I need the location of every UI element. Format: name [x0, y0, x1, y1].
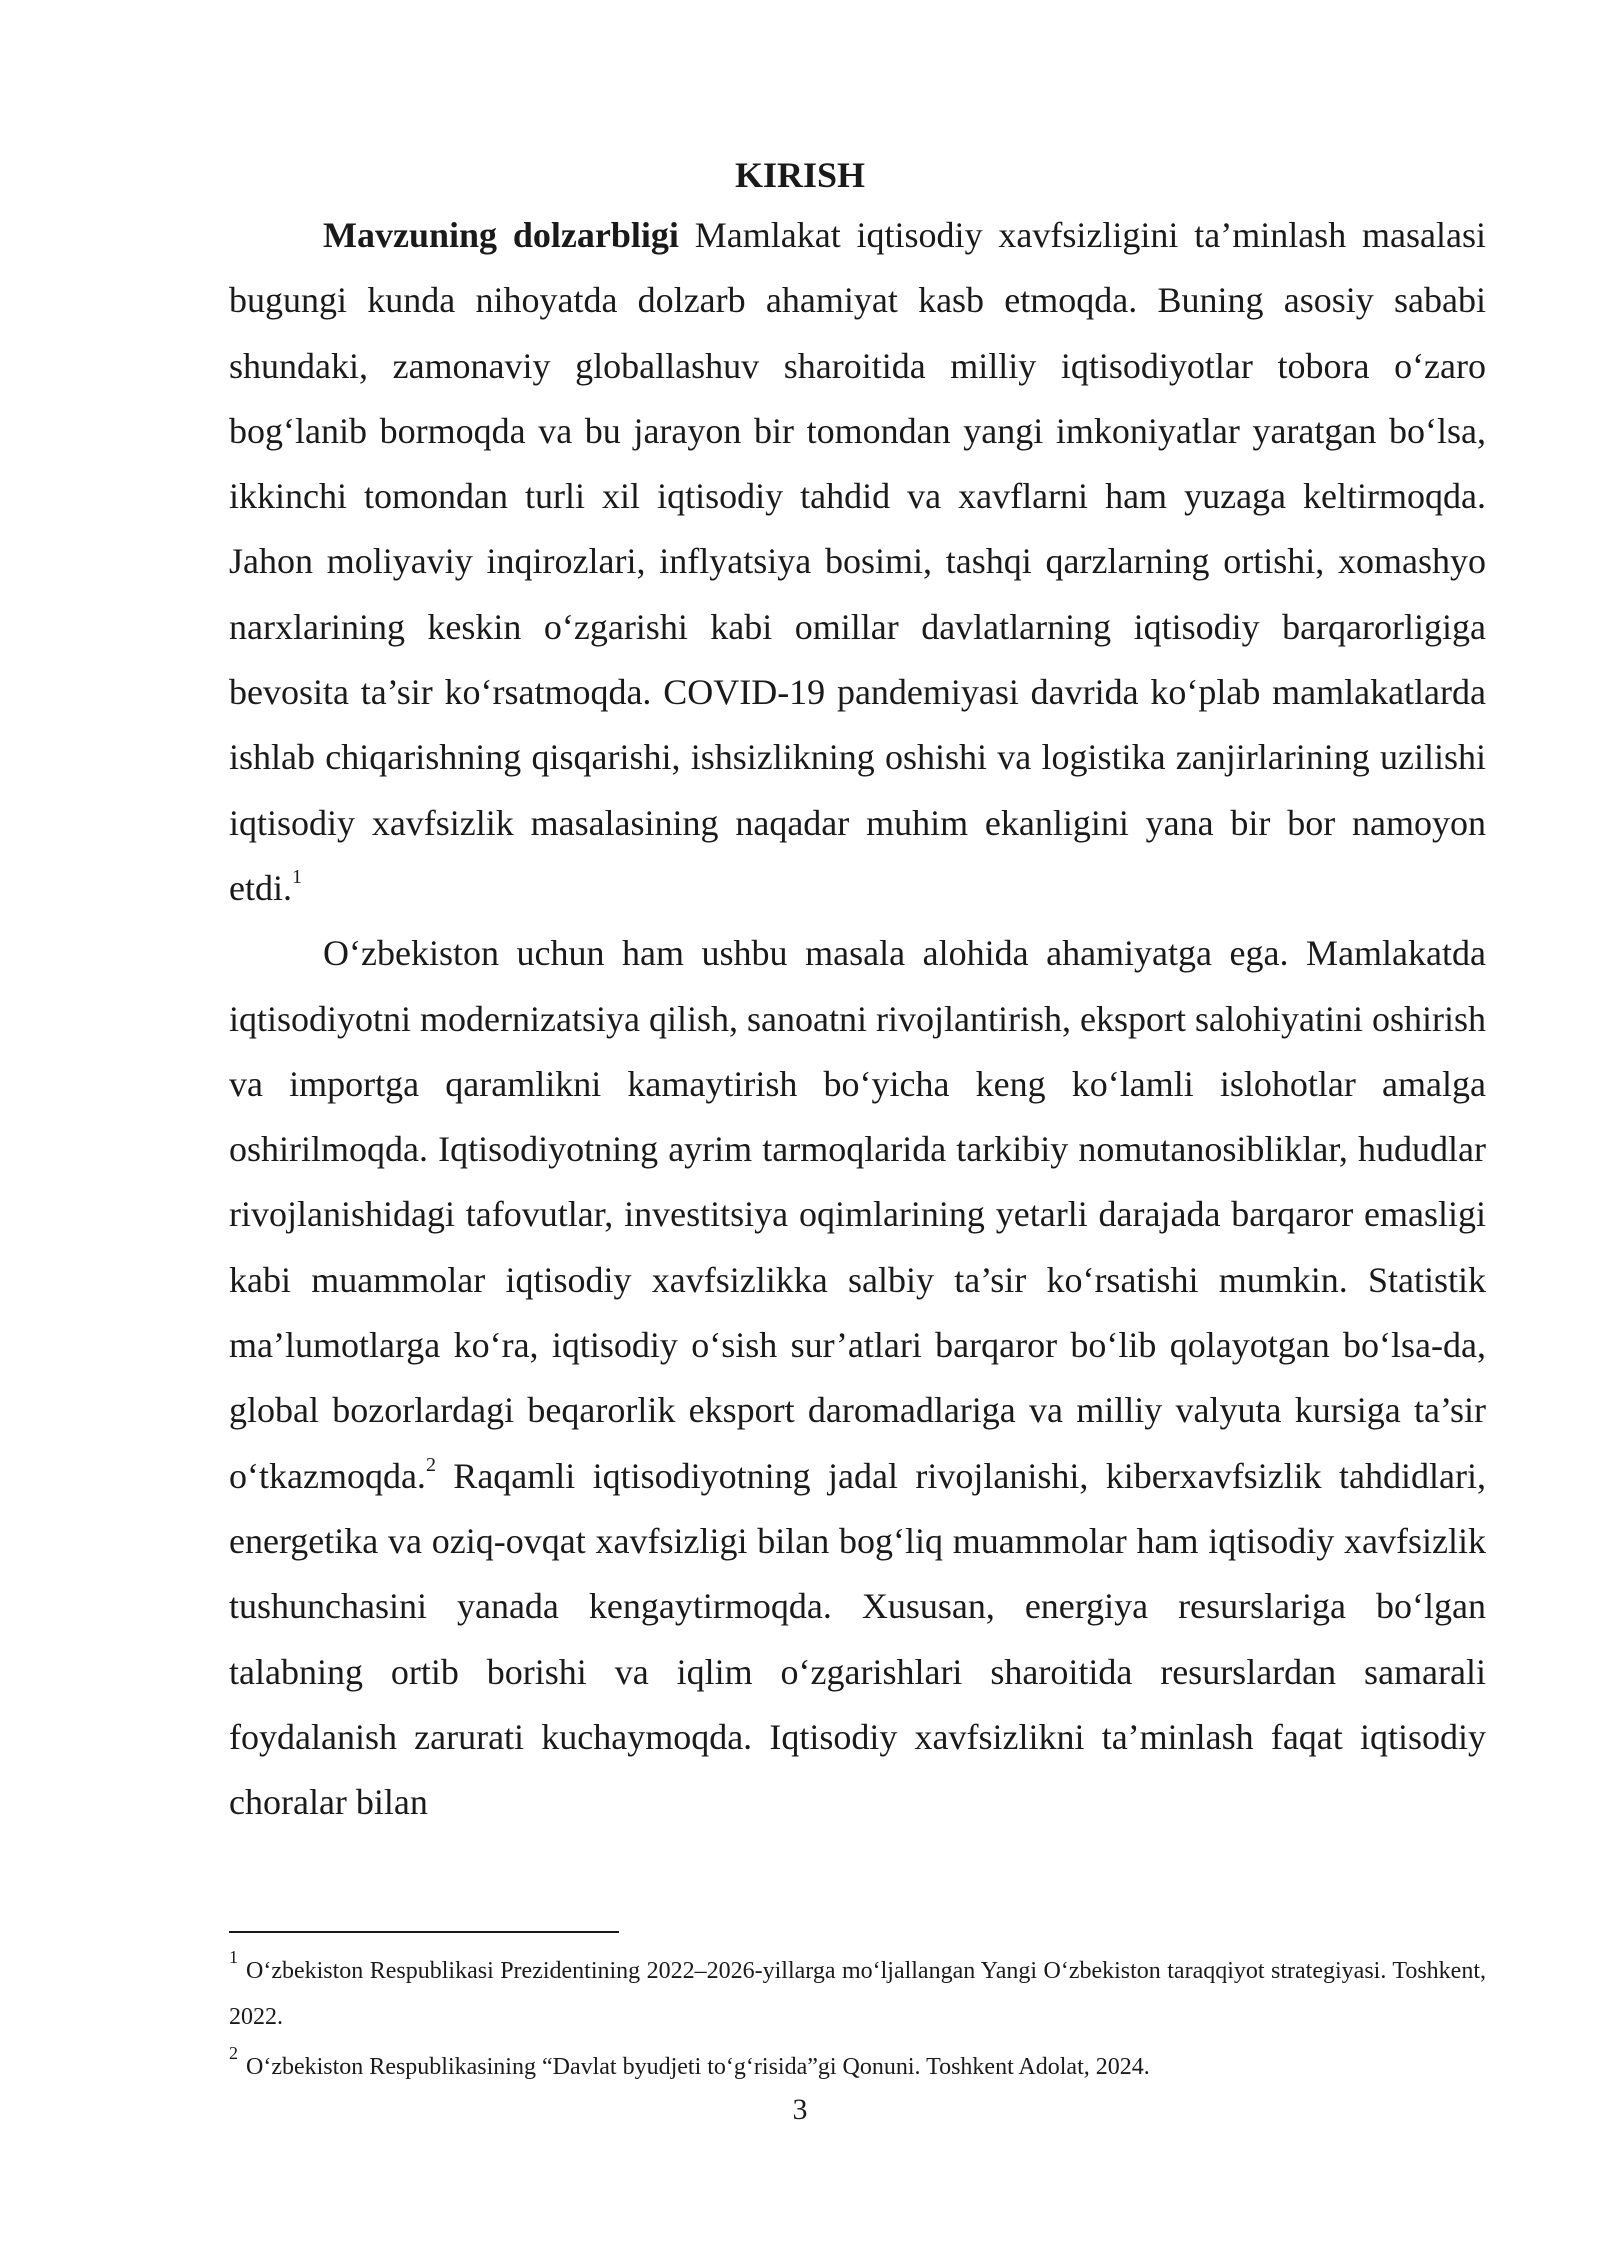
footnote-text: O‘zbekiston Respublikasining “Davlat byudjeti to‘g‘risida”gi Qonuni. Toshkent Adolat, 2024. [246, 2054, 1150, 2080]
footnote-reference[interactable]: 1 [291, 865, 302, 888]
paragraph-text: Mamlakat iqtisodiy xavfsizligini ta’minlash masalasi bugungi kunda nihoyatda dolzarb ahamiyat kasb etmoqda. Buning asosiy sababi shundaki, zamonaviy globallashuv sharoitida milliy iqtisodiyotlar tobora o‘zaro bog‘lanib bormoqda va bu jarayon bir tomondan yangi imkoniyatlar yaratgan bo‘lsa, ikkinchi tomondan turli xil iqtisodiy tahdid va xavflarni ham yuzaga keltirmoqda. Jahon moliyaviy inqirozlari, inflyatsiya bosimi, tashqi qarzlarning ortishi, xomashyo narxlarining keskin o‘zgarishi kabi omillar davlatlarning iqtisodiy barqarorligiga bevosita ta’sir ko‘rsatmoqda. COVID-19 pandemiyasi davrida ko‘plab mamlakatlarda ishlab chiqarishning qisqarishi, ishsizlikning oshishi va logistika zanjirlarining uzilishi iqtisodiy xavfsizlik masalasining naqadar muhim ekanligini yana bir bor namoyon etdi. [229, 215, 1487, 908]
footnote-reference[interactable]: 2 [425, 1453, 436, 1476]
footnote-marker: 1 [229, 1947, 238, 1967]
section-heading: KIRISH [734, 155, 866, 195]
body-text [229, 203, 1486, 1835]
page-number: 3 [792, 2093, 808, 2126]
footnote-text: O‘zbekiston Respublikasi Prezidentining 2022–2026-yillarga mo‘ljallangan Yangi O‘zbekiston taraqqiyot strategiyasi. Toshkent, 2022. [229, 1958, 1486, 2030]
footnote-item [229, 2044, 1486, 2090]
paragraph-text: O‘zbekiston uchun ham ushbu masala alohida ahamiyatga ega. Mamlakatda iqtisodiyotni modernizatsiya qilish, sanoatni rivojlantirish, eksport salohiyatini oshirish va importga qaramlikni kamaytirish bo‘yicha keng ko‘lamli islohotlar amalga oshirilmoqda. Iqtisodiyotning ayrim tarmoqlarida tarkibiy nomutanosibliklar, hududlar rivojlanishidagi tafovutlar, investitsiya oqimlarining yetarli darajada barqaror emasligi kabi muammolar iqtisodiy xavfsizlikka salbiy ta’sir ko‘rsatishi mumkin. Statistik ma’lumotlarga ko‘ra, iqtisodiy o‘sish sur’atlari barqaror bo‘lib qolayotgan bo‘lsa-da, global bozorlardagi beqarorlik eksport daromadlariga va milliy valyuta kursiga ta’sir o‘tkazmoqda. [229, 933, 1486, 1496]
footnotes [229, 1948, 1486, 2090]
footnote-item [229, 1948, 1486, 2040]
paragraph-lead: Mavzuning dolzarbligi [323, 215, 679, 255]
paragraph-text-continued: Raqamli iqtisodiyotning jadal rivojlanishi, kiberxavfsizlik tahdidlari, energetika va oziq-ovqat xavfsizligi bilan bog‘liq muammolar ham iqtisodiy xavfsizlik tushunchasini yanada kengaytirmoqda. Xususan, energiya resurslariga bo‘lgan talabning ortib borishi va iqlim o‘zgarishlari sharoitida resurslardan samarali foydalanish zarurati kuchaymoqda. Iqtisodiy xavfsizlikni ta’minlash faqat iqtisodiy choralar bilan [229, 1455, 1486, 1823]
paragraph-uzbekistan [229, 921, 1486, 1835]
paragraph-relevance [229, 203, 1486, 921]
footnote-marker: 2 [229, 2043, 238, 2063]
footnote-separator [229, 1931, 619, 1933]
